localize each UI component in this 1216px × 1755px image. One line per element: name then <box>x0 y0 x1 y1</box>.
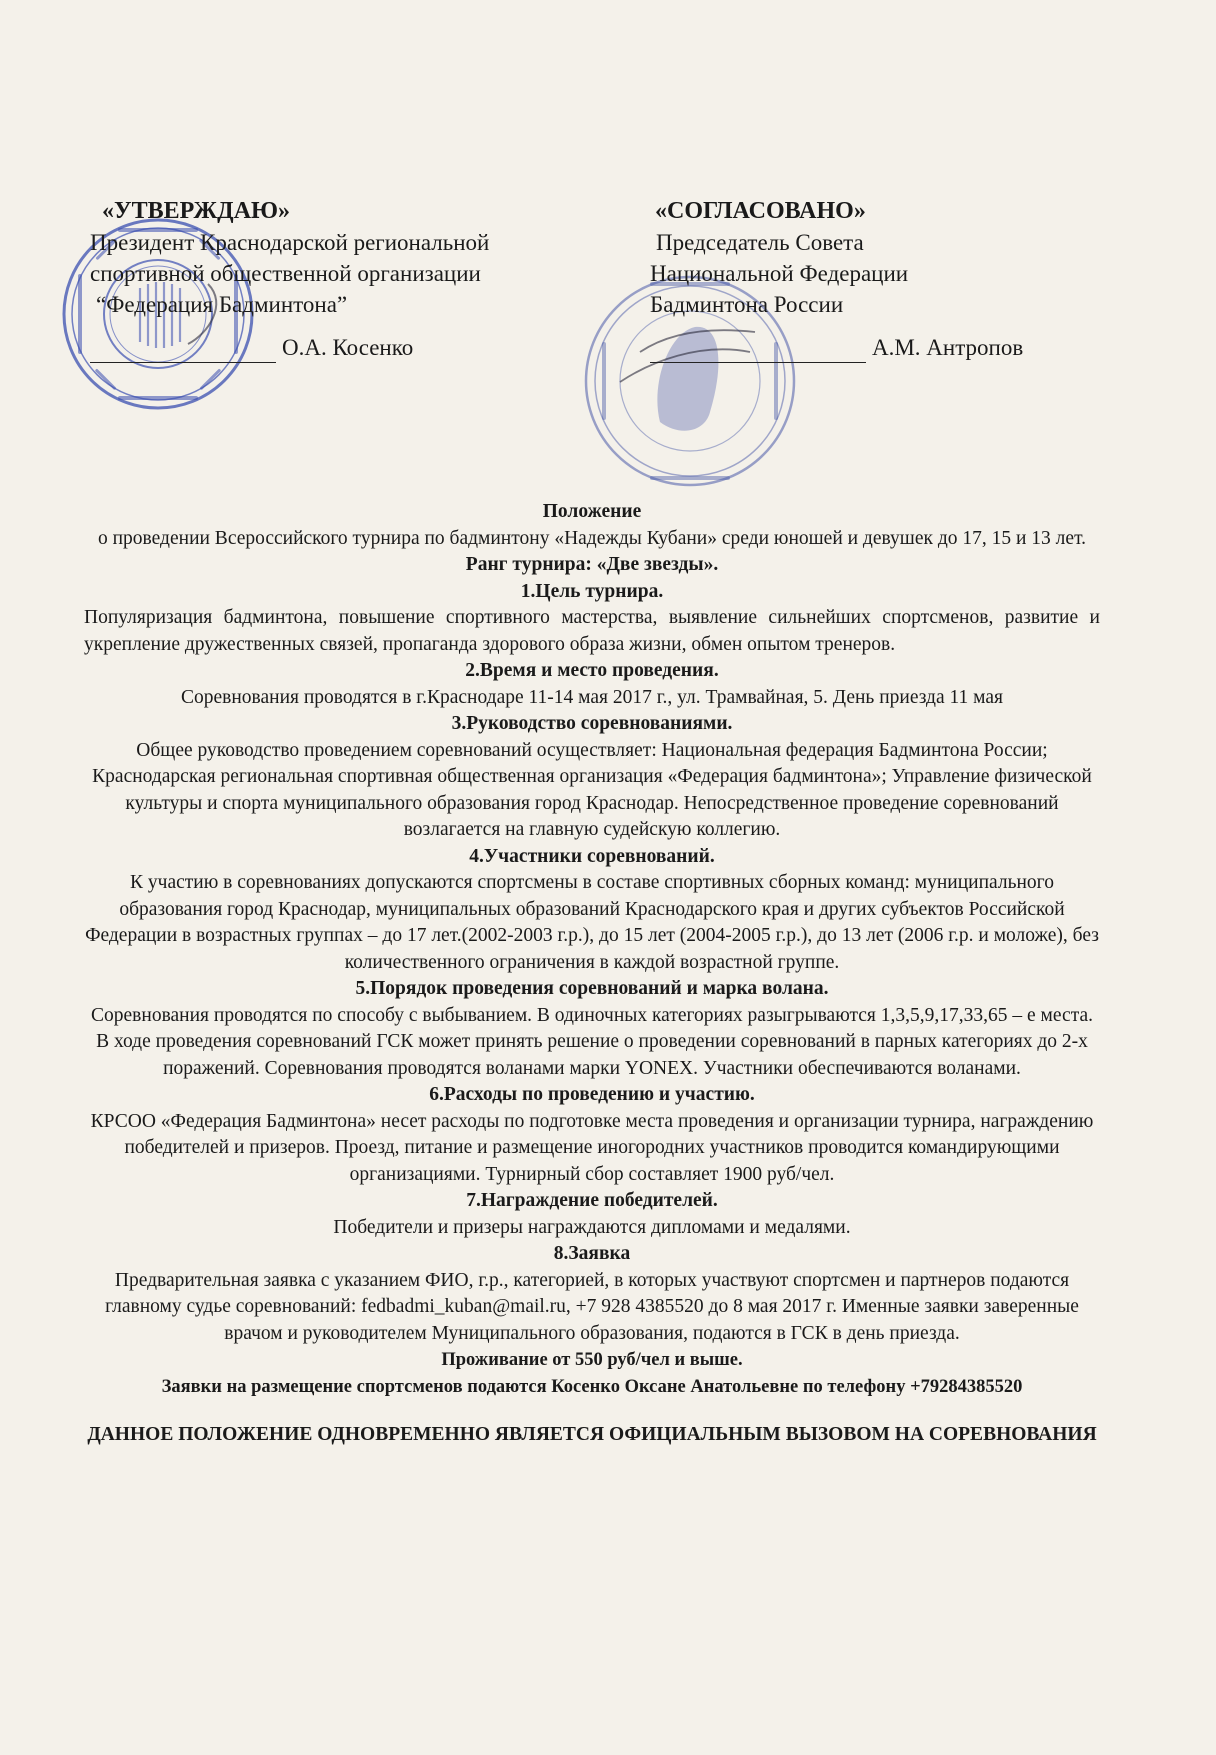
approve-line: Бадминтона России <box>650 292 844 317</box>
contact-note: Заявки на размещение спортсменов подаются Косенко Оксане Анатольевне по телефону +79284385520 <box>161 1376 1023 1397</box>
approve-line: спортивной общественной организации <box>90 261 481 286</box>
section-heading: 4.Участники соревнований. <box>469 845 715 867</box>
section-text: КРСОО «Федерация Бадминтона» несет расходы по подготовке места проведения и организации турнира, награждению победителей и призеров. Проезд, питание и размещение иногородних участников проводится командирующими организациями. Турнирный сбор составляет 1900 руб/чел. <box>90 1110 1094 1185</box>
section-text: Соревнования проводятся в г.Краснодаре 11-14 мая 2017 г., ул. Трамвайная, 5. День приезда 11 мая <box>180 686 1003 708</box>
section-text: Общее руководство проведением соревнований осуществляет: Национальная федерация Бадминтона России; Краснодарская региональная спортивная общественная организация «Федерация бадминтона»; Управление физической культуры и спорта муниципального образования город Краснодар. Непосредственное проведение соревнований возлагается на главную судейскую коллегию. <box>92 739 1092 840</box>
approve-line: “Федерация Бадминтона” <box>96 292 348 317</box>
section-heading: 2.Время и место проведения. <box>465 660 719 681</box>
document-title: Положение <box>542 501 642 522</box>
document-body <box>84 499 1100 1449</box>
subtitle-text: о проведении Всероссийского турнира по бадминтону «Надежды Кубани» среди юношей и девушек до 17, 15 и 13 лет. <box>98 527 1086 549</box>
section-heading: 5.Порядок проведения соревнований и марка волана. <box>355 978 829 999</box>
section-text: Соревнования проводятся по способу с выбыванием. В одиночных категориях разыгрываются 1,3,5,9,17,33,65 – е места. В ходе проведения соревнований ГСК может принять решение о проведении соревнований в парных категориях до 2-х поражений. Соревнования проводятся воланами марки YONEX. Участники обеспечиваются воланами. <box>91 1004 1093 1079</box>
approve-line: Президент Краснодарской региональной <box>90 230 490 255</box>
section-text: К участию в соревнованиях допускаются спортсмены в составе спортивных сборных команд: муниципального образования город Краснодар, муниципальных образований Краснодарского края и других субъектов Российской Федерации в возрастных группах – до 17 лет.(2002-2003 г.р.), до 15 лет (2004-2005 г.р.), до 13 лет (2006 г.р. и моложе), без количественного ограничения в каждой возрастной группе. <box>85 872 1099 973</box>
accommodation-note: Проживание от 550 руб/чел и выше. <box>441 1350 743 1370</box>
signer-name-right: А.М. Антропов <box>872 335 1024 360</box>
approve-line: Национальной Федерации <box>650 261 909 286</box>
approve-title-right: «СОГЛАСОВАНО» <box>655 198 866 224</box>
section-heading: 6.Расходы по проведению и участию. <box>429 1084 755 1105</box>
approve-title-left: «УТВЕРЖДАЮ» <box>102 198 291 224</box>
section-heading: 7.Награждение победителей. <box>466 1190 718 1211</box>
signature-row-right <box>650 332 1120 363</box>
approve-line: Председатель Совета <box>656 230 864 255</box>
section-text: Предварительная заявка с указанием ФИО, г.р., категорией, в которых участвуют спортсмен и партнеров подаются главному судье соревнований: fedbadmi_kuban@mail.ru, +7 928 4385520 до 8 мая 2017 г. Именные заявки заверенные врачом и руководителем Муниципального образования, подаются в ГСК в день приезда. <box>105 1269 1079 1344</box>
approval-block-left <box>90 196 610 363</box>
signature-line <box>650 340 866 363</box>
section-text: Популяризация бадминтона, повышение спортивного мастерства, выявление сильнейших спортсменов, развитие и укрепление дружественных связей, пропаганда здорового образа жизни, обмен опытом тренеров. <box>84 607 1100 655</box>
signer-name-left: О.А. Косенко <box>282 335 414 360</box>
section-heading: 1.Цель турнира. <box>520 580 664 602</box>
section-heading: 8.Заявка <box>553 1243 631 1264</box>
tournament-rank: Ранг турнира: «Две звезды». <box>465 554 719 575</box>
document-subtitle <box>84 526 1100 579</box>
official-call-notice: ДАННОЕ ПОЛОЖЕНИЕ ОДНОВРЕМЕННО ЯВЛЯЕТСЯ ОФИЦИАЛЬНЫМ ВЫЗОВОМ НА СОРЕВНОВАНИЯ <box>87 1424 1097 1445</box>
signature-line <box>90 340 276 363</box>
signature-row-left <box>90 332 610 363</box>
section-heading: 3.Руководство соревнованиями. <box>451 713 733 734</box>
approval-block-right <box>650 196 1120 363</box>
section-text: Победители и призеры награждаются дипломами и медалями. <box>333 1216 851 1238</box>
